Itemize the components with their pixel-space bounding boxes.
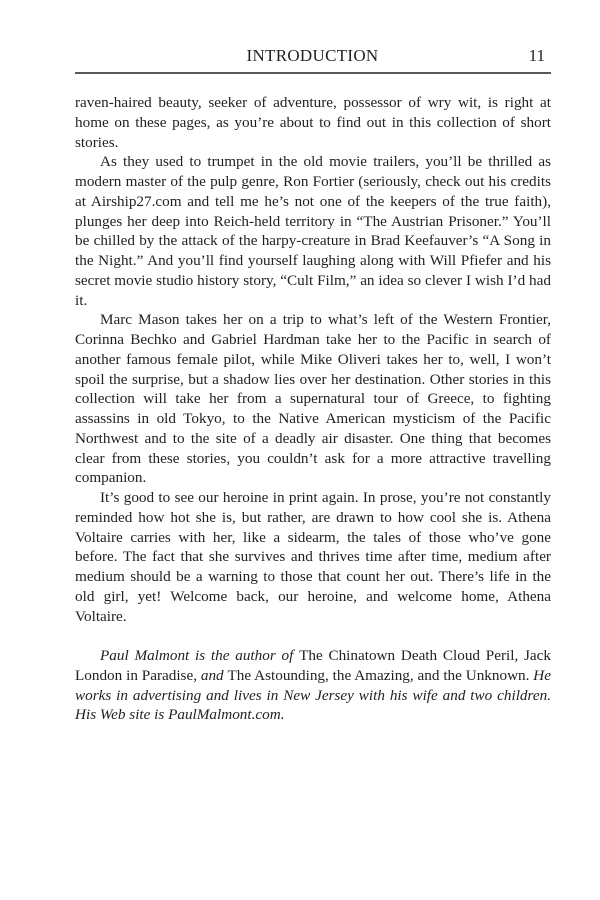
paragraph: Marc Mason takes her on a trip to what’s left of the Western Frontier, Corinna Bechko and Gabriel Hardman take her to the Pacific in search of another famous female pilot, while Mike Oliveri takes her to, well, I won’t spoil the surprise, but a shadow lies over her destination. Other stories in this collection will take her from a supernatural tour of Greece, to fighting assassins in old Tokyo, to the Native American mysticism of the Pacific Northwest and to the site of a deadly air disaster. One thing that becomes clear from these stories, you couldn’t ask for a more attractive travelling companion. xyxy=(75,311,551,487)
bio-italic-text: He works in advertising and lives in New Jersey with his wife and two children. His Web site is PaulMalmont.com. xyxy=(75,666,551,724)
bio-book-title: The Astounding, the Amazing, and the Unknown. xyxy=(227,666,534,684)
page-number: 11 xyxy=(528,46,545,65)
body-text xyxy=(75,93,551,725)
bio-italic-text: and xyxy=(200,666,228,684)
header-rule xyxy=(75,72,551,74)
bio-book-titles: The Chinatown Death Cloud Peril, Jack London in Paradise, xyxy=(75,647,551,684)
running-head xyxy=(75,44,550,68)
author-bio xyxy=(75,646,551,725)
paragraph: It’s good to see our heroine in print again. In prose, you’re not constantly reminded how hot she is, but rather, are drawn to how cool she is. Athena Voltaire carries with her, like a sidearm, the tales of those who’ve gone before. The fact that she survives and thrives time after time, medium after medium should be a warning to those that count her out. There’s life in the old girl, yet! Welcome back, our heroine, and welcome home, Athena Voltaire. xyxy=(75,489,551,625)
paragraph-continued: raven-haired beauty, seeker of adventure, possessor of wry wit, is right at home on these pages, as you’re about to find out in this collection of short stories. xyxy=(75,94,551,151)
running-title: INTRODUCTION xyxy=(246,46,379,65)
paragraph: As they used to trumpet in the old movie trailers, you’ll be thrilled as modern master of the pulp genre, Ron Fortier (seriously, check out his credits at Airship27.com and tell me he’s not one of the keepers of the true faith), plunges her deep into Reich-held territory in “The Austrian Prisoner.” You’ll be chilled by the attack of the harpy-creature in Brad Keefauver’s “A Song in the Night.” And you’ll find yourself laughing along with Will Pfiefer and his secret movie studio history story, “Cult Film,” an idea so clever I wish I’d had it. xyxy=(75,153,551,309)
bio-italic-text: Paul Malmont is the author of xyxy=(100,647,300,664)
